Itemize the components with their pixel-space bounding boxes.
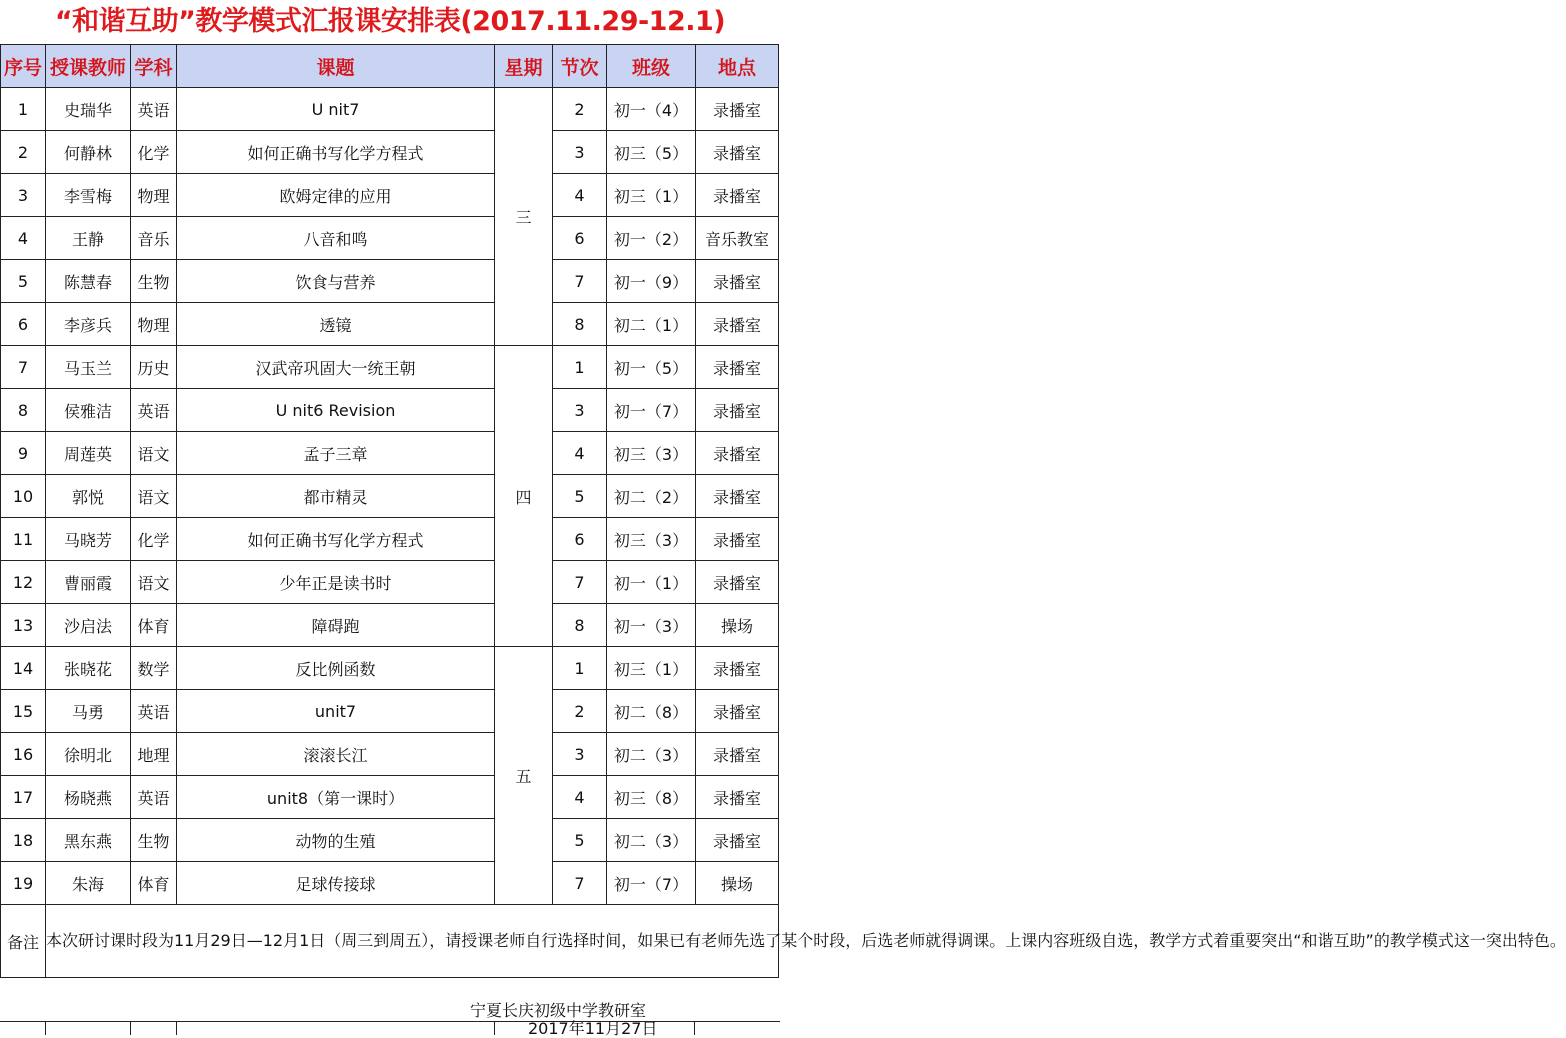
- note-text: 本次研讨课时段为11月29日—12月1日（周三到周五），请授课老师自行选择时间，如果已有老师先选了某个时段，后选老师就得调课。上课内容班级自选，教学方式着重要突出“和谐互助”的教学模式这一突出特色。: [46, 905, 779, 978]
- footer-gridline: [694, 1021, 695, 1035]
- cell-period: 3: [553, 733, 607, 776]
- cell-topic: 欧姆定律的应用: [177, 174, 495, 217]
- cell-index: 4: [1, 217, 46, 260]
- cell-index: 2: [1, 131, 46, 174]
- cell-subject: 英语: [131, 776, 177, 819]
- cell-class: 初二（3）: [607, 819, 696, 862]
- cell-teacher: 侯雅洁: [46, 389, 131, 432]
- cell-period: 8: [553, 303, 607, 346]
- cell-period: 4: [553, 432, 607, 475]
- cell-teacher: 黑东燕: [46, 819, 131, 862]
- header-location: 地点: [696, 45, 779, 88]
- cell-subject: 体育: [131, 862, 177, 905]
- cell-index: 19: [1, 862, 46, 905]
- cell-class: 初二（2）: [607, 475, 696, 518]
- cell-subject: 生物: [131, 260, 177, 303]
- cell-teacher: 徐明北: [46, 733, 131, 776]
- cell-topic: 反比例函数: [177, 647, 495, 690]
- cell-topic: unit7: [177, 690, 495, 733]
- cell-class: 初三（1）: [607, 647, 696, 690]
- cell-weekday: 五: [495, 647, 553, 905]
- cell-teacher: 周莲英: [46, 432, 131, 475]
- cell-location: 录播室: [696, 88, 779, 131]
- cell-subject: 英语: [131, 389, 177, 432]
- cell-period: 3: [553, 131, 607, 174]
- cell-location: 录播室: [696, 733, 779, 776]
- cell-topic: 足球传接球: [177, 862, 495, 905]
- cell-index: 18: [1, 819, 46, 862]
- cell-period: 1: [553, 647, 607, 690]
- cell-index: 12: [1, 561, 46, 604]
- cell-index: 3: [1, 174, 46, 217]
- cell-subject: 物理: [131, 303, 177, 346]
- cell-class: 初三（5）: [607, 131, 696, 174]
- cell-subject: 英语: [131, 88, 177, 131]
- cell-class: 初二（1）: [607, 303, 696, 346]
- cell-topic: 少年正是读书时: [177, 561, 495, 604]
- cell-class: 初二（8）: [607, 690, 696, 733]
- cell-location: 录播室: [696, 690, 779, 733]
- table-row: [1, 346, 779, 389]
- cell-topic: 饮食与营养: [177, 260, 495, 303]
- cell-class: 初一（3）: [607, 604, 696, 647]
- table-row: [1, 432, 779, 475]
- cell-teacher: 曹丽霞: [46, 561, 131, 604]
- table-row: [1, 604, 779, 647]
- cell-period: 5: [553, 475, 607, 518]
- cell-topic: 汉武帝巩固大一统王朝: [177, 346, 495, 389]
- footer-date: 2017年11月27日: [528, 1019, 658, 1038]
- cell-weekday: 三: [495, 88, 553, 346]
- note-row: [1, 905, 779, 978]
- cell-teacher: 史瑞华: [46, 88, 131, 131]
- cell-class: 初一（5）: [607, 346, 696, 389]
- cell-index: 17: [1, 776, 46, 819]
- table-row: [1, 690, 779, 733]
- table-row: [1, 131, 779, 174]
- header-row: [1, 45, 779, 88]
- cell-location: 录播室: [696, 518, 779, 561]
- header-topic: 课题: [177, 45, 495, 88]
- table-row: [1, 733, 779, 776]
- cell-subject: 生物: [131, 819, 177, 862]
- cell-period: 7: [553, 862, 607, 905]
- cell-subject: 物理: [131, 174, 177, 217]
- table-row: [1, 174, 779, 217]
- cell-period: 7: [553, 561, 607, 604]
- schedule-body: [1, 88, 779, 905]
- cell-subject: 语文: [131, 561, 177, 604]
- table-row: [1, 303, 779, 346]
- cell-location: 录播室: [696, 260, 779, 303]
- cell-index: 6: [1, 303, 46, 346]
- cell-teacher: 杨晓燕: [46, 776, 131, 819]
- cell-topic: 孟子三章: [177, 432, 495, 475]
- cell-topic: 滚滚长江: [177, 733, 495, 776]
- cell-topic: U nit6 Revision: [177, 389, 495, 432]
- cell-weekday: 四: [495, 346, 553, 647]
- cell-teacher: 马晓芳: [46, 518, 131, 561]
- footer-gridline: [45, 1021, 46, 1035]
- cell-topic: U nit7: [177, 88, 495, 131]
- cell-teacher: 马玉兰: [46, 346, 131, 389]
- cell-teacher: 李雪梅: [46, 174, 131, 217]
- cell-period: 4: [553, 776, 607, 819]
- cell-teacher: 朱海: [46, 862, 131, 905]
- table-row: [1, 518, 779, 561]
- cell-index: 9: [1, 432, 46, 475]
- page-title: “和谐互助”教学模式汇报课安排表(2017.11.29-12.1): [54, 6, 726, 37]
- cell-period: 4: [553, 174, 607, 217]
- cell-topic: 如何正确书写化学方程式: [177, 131, 495, 174]
- cell-period: 3: [553, 389, 607, 432]
- note-label: 备注: [1, 905, 46, 978]
- cell-class: 初二（3）: [607, 733, 696, 776]
- cell-location: 操场: [696, 862, 779, 905]
- table-row: [1, 819, 779, 862]
- table-row: [1, 217, 779, 260]
- cell-class: 初一（7）: [607, 862, 696, 905]
- cell-index: 1: [1, 88, 46, 131]
- cell-location: 录播室: [696, 432, 779, 475]
- table-row: [1, 561, 779, 604]
- footer: [0, 976, 780, 1038]
- cell-class: 初一（1）: [607, 561, 696, 604]
- header-class: 班级: [607, 45, 696, 88]
- cell-teacher: 王静: [46, 217, 131, 260]
- cell-topic: 八音和鸣: [177, 217, 495, 260]
- table-row: [1, 475, 779, 518]
- cell-location: 录播室: [696, 346, 779, 389]
- cell-index: 15: [1, 690, 46, 733]
- cell-period: 8: [553, 604, 607, 647]
- header-subject: 学科: [131, 45, 177, 88]
- cell-class: 初一（7）: [607, 389, 696, 432]
- footer-divider: [0, 1021, 780, 1036]
- footer-gridline: [130, 1021, 131, 1035]
- cell-index: 14: [1, 647, 46, 690]
- cell-class: 初三（3）: [607, 432, 696, 475]
- cell-period: 5: [553, 819, 607, 862]
- table-row: [1, 862, 779, 905]
- cell-teacher: 何静林: [46, 131, 131, 174]
- cell-index: 7: [1, 346, 46, 389]
- footer-gridline: [176, 1021, 177, 1035]
- cell-location: 录播室: [696, 776, 779, 819]
- cell-subject: 化学: [131, 131, 177, 174]
- cell-topic: 动物的生殖: [177, 819, 495, 862]
- cell-teacher: 李彦兵: [46, 303, 131, 346]
- cell-topic: 如何正确书写化学方程式: [177, 518, 495, 561]
- cell-period: 6: [553, 217, 607, 260]
- cell-class: 初三（3）: [607, 518, 696, 561]
- table-row: [1, 260, 779, 303]
- cell-topic: 都市精灵: [177, 475, 495, 518]
- cell-subject: 英语: [131, 690, 177, 733]
- cell-location: 录播室: [696, 131, 779, 174]
- cell-period: 7: [553, 260, 607, 303]
- cell-class: 初三（8）: [607, 776, 696, 819]
- footer-gridline: [494, 1021, 495, 1035]
- cell-class: 初一（4）: [607, 88, 696, 131]
- header-weekday: 星期: [495, 45, 553, 88]
- cell-class: 初一（2）: [607, 217, 696, 260]
- header-period: 节次: [553, 45, 607, 88]
- cell-subject: 数学: [131, 647, 177, 690]
- cell-subject: 地理: [131, 733, 177, 776]
- cell-index: 8: [1, 389, 46, 432]
- cell-teacher: 张晓花: [46, 647, 131, 690]
- cell-subject: 语文: [131, 475, 177, 518]
- cell-topic: 透镜: [177, 303, 495, 346]
- schedule-table: [0, 44, 1566, 978]
- cell-index: 5: [1, 260, 46, 303]
- cell-topic: 障碍跑: [177, 604, 495, 647]
- cell-location: 录播室: [696, 647, 779, 690]
- table-row: [1, 776, 779, 819]
- cell-index: 16: [1, 733, 46, 776]
- cell-period: 2: [553, 88, 607, 131]
- cell-teacher: 马勇: [46, 690, 131, 733]
- cell-location: 录播室: [696, 819, 779, 862]
- cell-class: 初一（9）: [607, 260, 696, 303]
- table-row: [1, 647, 779, 690]
- cell-location: 录播室: [696, 174, 779, 217]
- cell-topic: unit8（第一课时）: [177, 776, 495, 819]
- cell-index: 13: [1, 604, 46, 647]
- cell-subject: 体育: [131, 604, 177, 647]
- cell-teacher: 郭悦: [46, 475, 131, 518]
- cell-location: 录播室: [696, 389, 779, 432]
- cell-index: 11: [1, 518, 46, 561]
- cell-period: 6: [553, 518, 607, 561]
- cell-subject: 化学: [131, 518, 177, 561]
- cell-period: 1: [553, 346, 607, 389]
- cell-location: 录播室: [696, 475, 779, 518]
- cell-subject: 语文: [131, 432, 177, 475]
- cell-subject: 历史: [131, 346, 177, 389]
- cell-teacher: 陈慧春: [46, 260, 131, 303]
- cell-location: 录播室: [696, 303, 779, 346]
- header-index: 序号: [1, 45, 46, 88]
- header-teacher: 授课教师: [46, 45, 131, 88]
- footer-organization: 宁夏长庆初级中学教研室: [470, 1001, 647, 1020]
- cell-location: 操场: [696, 604, 779, 647]
- cell-location: 录播室: [696, 561, 779, 604]
- cell-teacher: 沙启法: [46, 604, 131, 647]
- cell-index: 10: [1, 475, 46, 518]
- cell-period: 2: [553, 690, 607, 733]
- cell-subject: 音乐: [131, 217, 177, 260]
- table-row: [1, 389, 779, 432]
- table-row: [1, 88, 779, 131]
- cell-location: 音乐教室: [696, 217, 779, 260]
- cell-class: 初三（1）: [607, 174, 696, 217]
